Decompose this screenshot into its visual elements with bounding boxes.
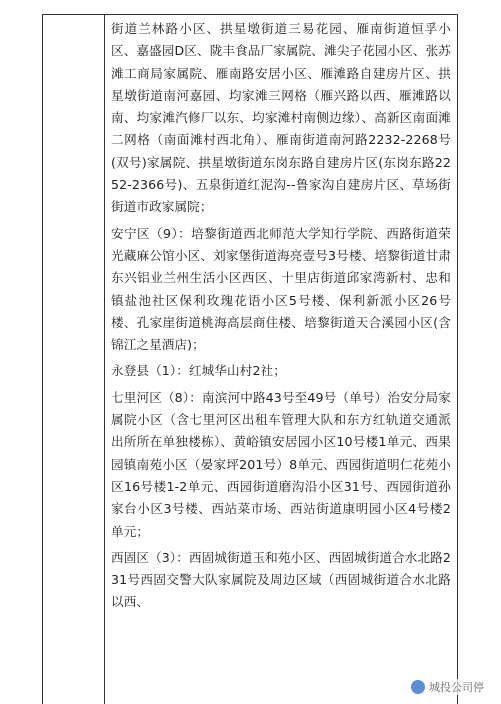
table-left-column bbox=[43, 15, 105, 704]
paragraph-yongdeng: 永登县（1）：红城华山村2社； bbox=[111, 363, 286, 379]
watermark-text: 城投公司停 bbox=[429, 681, 484, 694]
watermark-logo-icon bbox=[411, 680, 425, 694]
paragraph-qilihe: 七里河区（8）：南滨河中路43号至49号（单号）治安分局家属院小区（含七里河区出租车管理大队和东方红轨道交通派出所所在单独楼栋）、黄峪镇安居园小区10号楼1单元、西果园镇南苑小区（晏家坪201号）8单元、西园街道明仁花苑小区16号楼1-2单元、西园街道磨沟沿小区31号、西园街道孙家台小区3号楼、西站菜市场、西站街道康明园小区4号楼2单元； bbox=[111, 389, 451, 539]
paragraph-chengguan-continued: 街道兰林路小区、拱星墩街道三易花园、雁南街道恒孚小区、嘉盛园D区、陇丰食品厂家属院、滩尖子花园小区、张苏滩工商局家属院、雁南路安居小区、雁滩路自建房片区、拱星墩街道南河嘉园、均家滩三网格（雁兴路以西、雁滩路以南、均家滩汽修厂以东、均家滩村南侧边缘）、高新区南面滩二网格（南面滩村西北角）、雁南街道南河路2232-2268号(双号)家属院、拱星墩街道东岗东路自建房片区(东岗东路2252-2366号)、五泉街道红泥沟--鲁家沟自建房片区、草场街街道市政家属院； bbox=[111, 21, 451, 215]
paragraph-anning: 安宁区（9）：培黎街道西北师范大学知行学院、西路街道荣光藏麻公馆小区、刘家堡街道海亮壹号3号楼、培黎街道甘肃东兴铝业兰州生活小区西区、十里店街道邱家湾新村、忠和镇盐池社区保利玫瑰花语小区5号楼、保利新派小区26号楼、孔家崖街道桃海高层商住楼、培黎街道天合溪园小区(含锦江之星酒店)； bbox=[111, 225, 451, 353]
paragraph-xigu: 西固区（3）：西固城街道玉和苑小区、西固城街道合水北路231号西固交警大队家属院及周边区域（西固城街道合水北路以西、 bbox=[111, 549, 451, 610]
table-right-column bbox=[105, 15, 457, 704]
watermark bbox=[408, 679, 487, 695]
table-cell-content bbox=[105, 15, 457, 614]
document-table bbox=[42, 14, 458, 704]
